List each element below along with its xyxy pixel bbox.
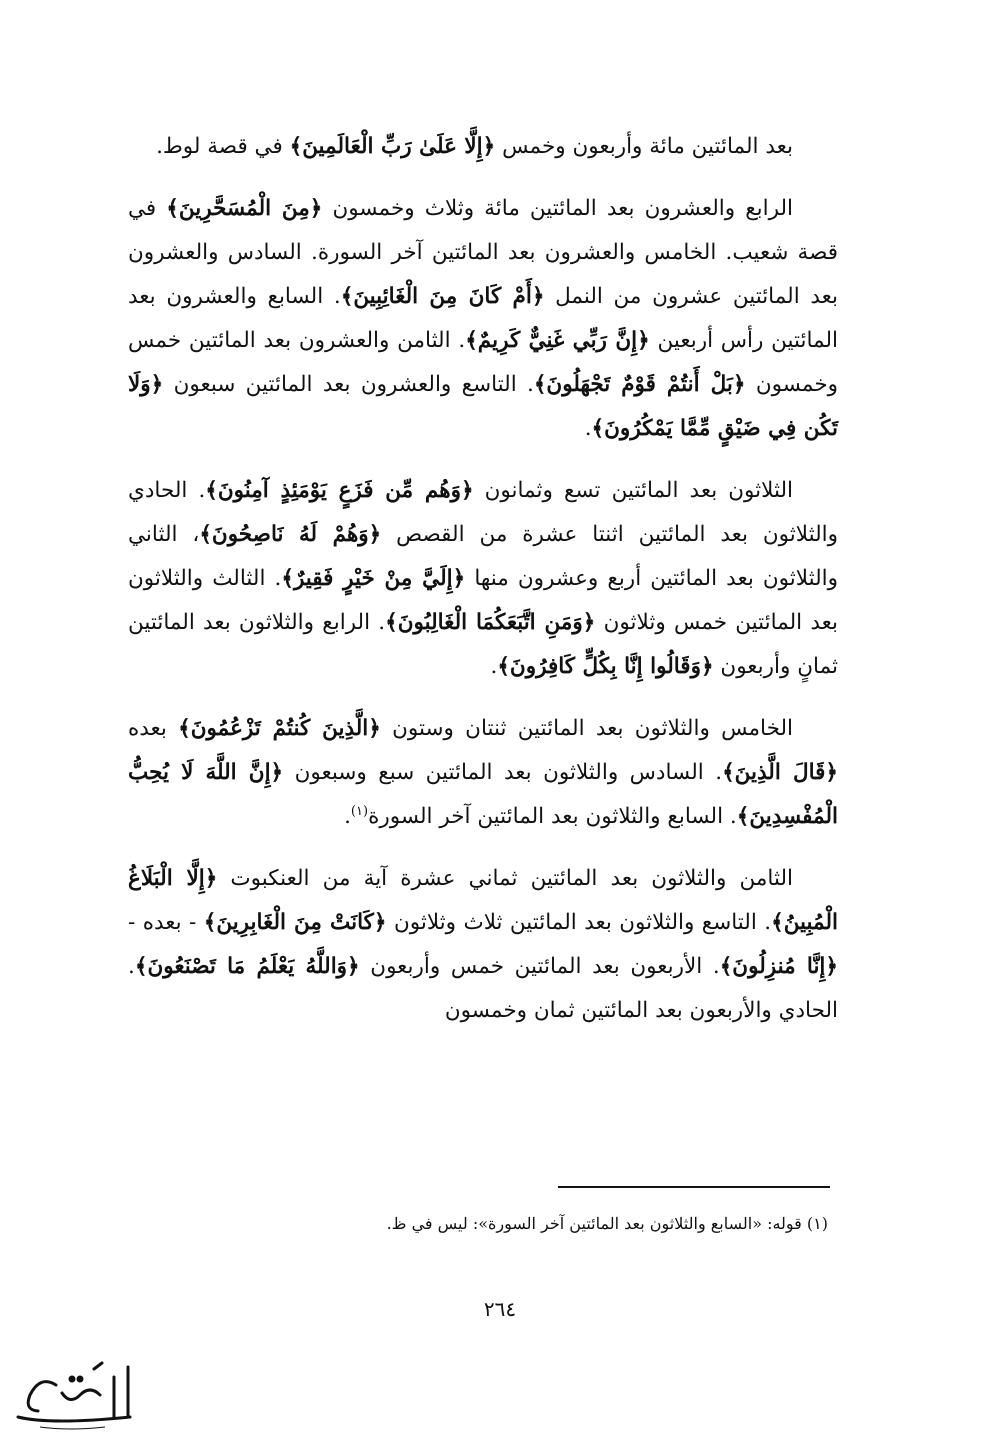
- paragraph: [128, 125, 838, 169]
- quran-verse: ﴿وَهُمْ لَهُ نَاصِحُونَ﴾: [199, 522, 382, 547]
- text-segment: . الرابع والثلاثون بعد المائتين ثمانٍ وأربعون: [128, 610, 838, 679]
- quran-verse: ﴿إِنَّا مُنزِلُونَ﴾: [719, 954, 838, 979]
- text-segment: . السادس والثلاثون بعد المائتين سبع وسبعون: [283, 760, 723, 785]
- quran-verse: ﴿وَقَالُوا إِنَّا بِكُلٍّ كَافِرُونَ﴾: [497, 654, 714, 679]
- quran-verse: ﴿إِلَّا الْبَلَاغُ الْمُبِينُ﴾: [128, 866, 838, 935]
- main-text-block: [128, 125, 838, 1051]
- text-segment: . الثامن والعشرون بعد المائتين خمس وخمسون: [128, 328, 838, 397]
- quran-verse: ﴿إِنَّ اللَّهَ لَا يُحِبُّ الْمُفْسِدِينَ﴾: [128, 760, 838, 829]
- text-segment: - بعده -: [128, 910, 204, 935]
- text-segment: في قصة لوط.: [156, 134, 290, 159]
- page-number: ٢٦٤: [483, 1297, 517, 1321]
- text-segment: في قصة شعيب. الخامس والعشرون بعد المائتين آخر السورة. السادس والعشرون بعد المائتين عشرون من النمل: [128, 196, 839, 309]
- text-segment: الثلاثون بعد المائتين تسع وثمانون: [473, 478, 793, 503]
- quran-verse: ﴿بَلْ أَنتُمْ قَوْمٌ تَجْهَلُونَ﴾: [533, 372, 746, 397]
- quran-verse: ﴿إِلَّا عَلَىٰ رَبِّ الْعَالَمِينَ﴾: [289, 134, 496, 159]
- quran-verse: ﴿وَلَا تَكُن فِي ضَيْقٍ مِّمَّا يَمْكُرُونَ﴾: [128, 372, 838, 441]
- paragraph: [128, 187, 838, 451]
- text-segment: . الثالث والثلاثون بعد المائتين خمس وثلاثون: [128, 566, 839, 635]
- quran-verse: ﴿إِنَّ رَبِّي غَنِيٌّ كَرِيمٌ﴾: [465, 328, 650, 353]
- quran-verse: ﴿وَاللَّهُ يَعْلَمُ مَا تَصْنَعُونَ﴾: [134, 954, 360, 979]
- quran-verse: ﴿كَانَتْ مِنَ الْغَابِرِينَ﴾: [203, 910, 387, 935]
- text-segment: . الحادي والأربعون بعد المائتين ثمان وخمسون: [128, 954, 838, 1023]
- quran-verse: ﴿مِنَ الْمُسَحَّرِينَ﴾: [166, 196, 323, 221]
- text-segment: بعده: [128, 716, 179, 741]
- footnote-reference: (١): [350, 803, 369, 819]
- text-segment: . السابع والثلاثون بعد المائتين آخر السورة: [368, 804, 737, 829]
- calligraphy-logo: [10, 1355, 140, 1435]
- text-segment: . الحادي والثلاثون بعد المائتين اثنتا عشرة من القصص: [128, 478, 838, 547]
- text-segment: .: [490, 654, 498, 679]
- footnote-separator: [558, 1186, 830, 1188]
- paragraph: [128, 707, 838, 839]
- text-segment: .: [584, 416, 592, 441]
- text-segment: . السابع والعشرون بعد المائتين رأس أربعين: [128, 284, 838, 353]
- text-segment: الثامن والثلاثون بعد المائتين ثماني عشرة آية من العنكبوت: [217, 866, 793, 891]
- quran-verse: ﴿إِلَيَّ مِنْ خَيْرٍ فَقِيرٌ﴾: [281, 566, 466, 591]
- text-segment: . التاسع والثلاثون بعد المائتين ثلاث وثلاثون: [386, 910, 772, 935]
- text-segment: .: [344, 804, 351, 829]
- paragraph: [128, 469, 838, 689]
- quran-verse: ﴿قَالَ الَّذِينَ﴾: [722, 760, 838, 785]
- text-segment: الخامس والثلاثون بعد المائتين ثنتان وستون: [380, 716, 793, 741]
- text-segment: . التاسع والعشرون بعد المائتين سبعون: [163, 372, 534, 397]
- footnote: (١) قوله: «السابع والثلاثون بعد المائتين آخر السورة»: ليس في ظ.: [386, 1214, 828, 1233]
- paragraph: [128, 857, 838, 1033]
- text-segment: الرابع والعشرون بعد المائتين مائة وثلاث وخمسون: [322, 196, 793, 221]
- quran-verse: ﴿أَمْ كَانَ مِنَ الْغَائِبِينَ﴾: [340, 284, 545, 309]
- quran-verse: ﴿وَمَنِ اتَّبَعَكُمَا الْغَالِبُونَ﴾: [385, 610, 596, 635]
- text-segment: بعد المائتين مائة وأربعون وخمس: [495, 134, 793, 159]
- quran-verse: ﴿وَهُم مِّن فَزَعٍ يَوْمَئِذٍ آمِنُونَ﴾: [205, 478, 474, 503]
- text-segment: . الأربعون بعد المائتين خمس وأربعون: [359, 954, 720, 979]
- quran-verse: ﴿الَّذِينَ كُنتُمْ تَزْعُمُونَ﴾: [178, 716, 381, 741]
- text-segment: ، الثاني والثلاثون بعد المائتين أربع وعشرون منها: [128, 522, 838, 591]
